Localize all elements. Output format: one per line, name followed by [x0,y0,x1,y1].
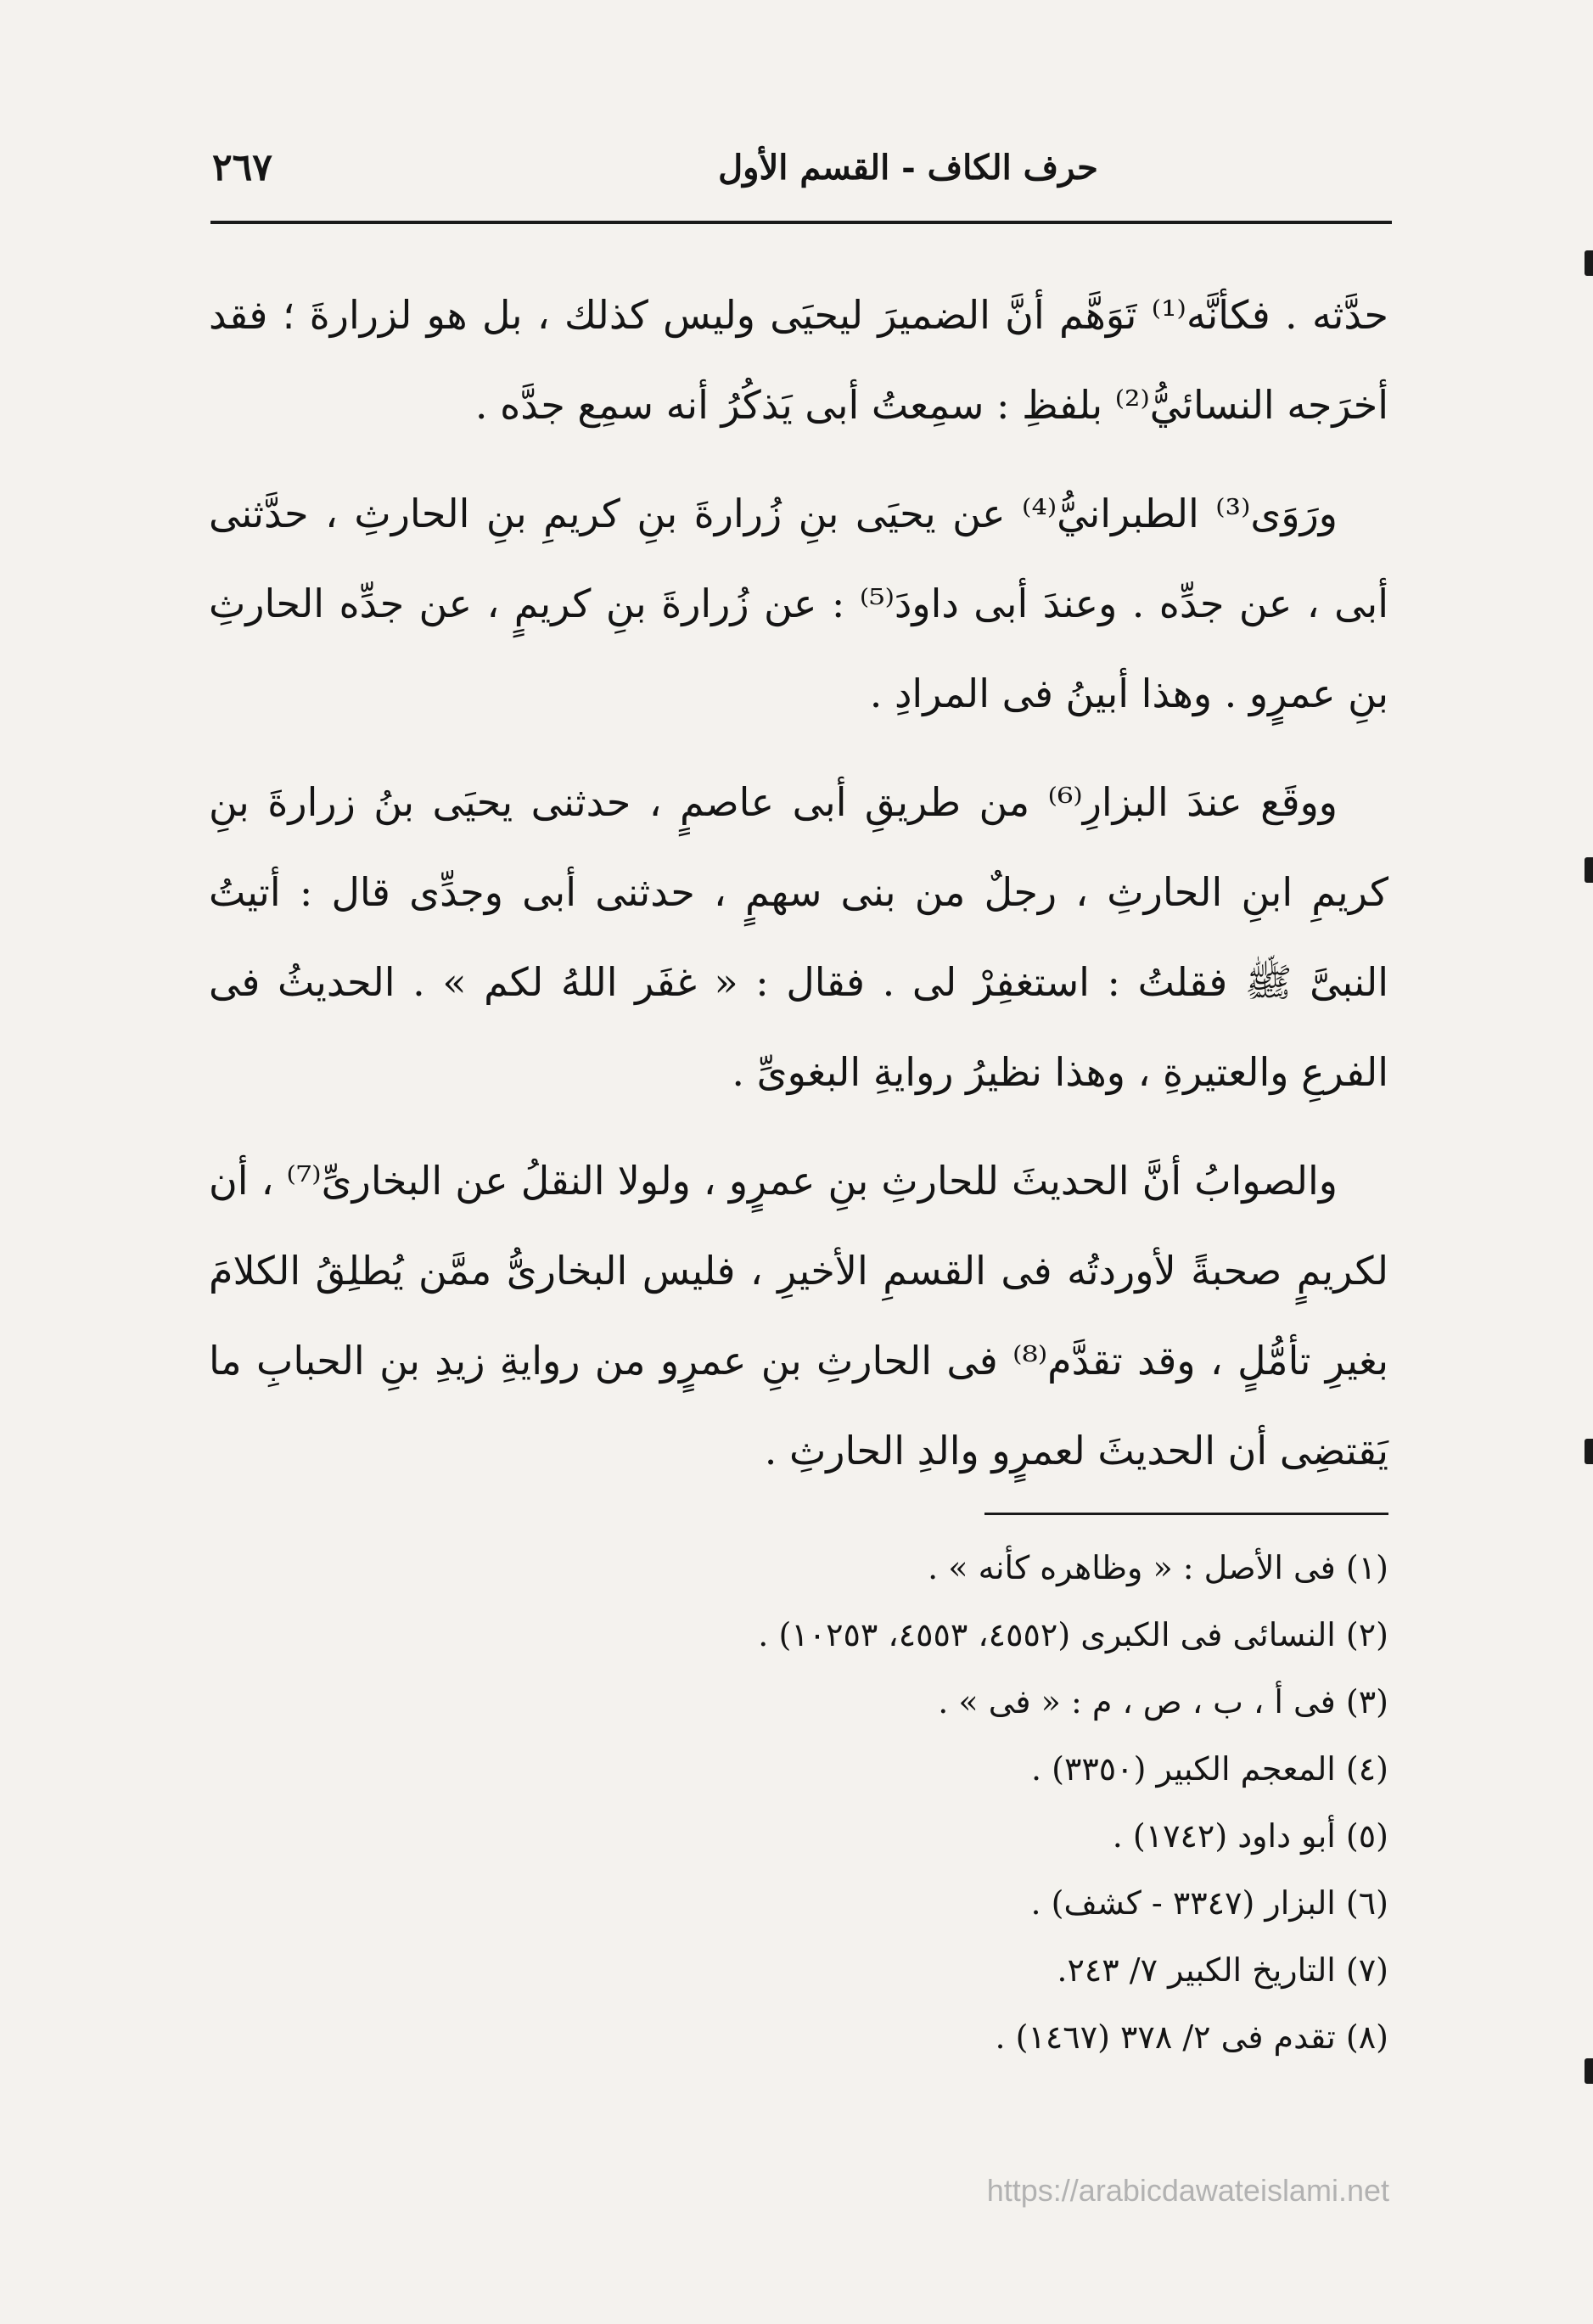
footnote-rule [984,1513,1388,1515]
footnotes-list [209,1535,1388,2071]
footnote: (٦) البزار (٣٣٤٧ - كشف) . [1030,1884,1388,1922]
paragraph: حدَّثه . فكأنَّه⁽¹⁾ تَوَهَّم أنَّ الضميرَ ليحيَى وليس كذلك ، بل هو لزرارةَ ؛ فقد أخرَجه النسائيُّ⁽²⁾ بلفظِ : سمِعتُ أبى يَذكُرُ أنه سمِع جدَّه . [209,292,1388,428]
footnote: (٢) النسائى فى الكبرى (٤٥٥٢، ٤٥٥٣، ١٠٢٥٣) . [758,1616,1388,1653]
scan-edge-mark [1585,2058,1593,2084]
main-text [209,270,1388,1514]
page-number: ٢٦٧ [212,146,272,189]
footnote: (٨) تقدم فى ٢/ ٣٧٨ (١٤٦٧) . [995,2018,1388,2056]
scan-edge-mark [1585,1439,1593,1464]
running-title: حرف الكاف - القسم الأول [718,148,1098,188]
paragraph: ورَوَى⁽³⁾ الطبرانيُّ⁽⁴⁾ عن يحيَى بنِ زُرارةَ بنِ كريمِ بنِ الحارثِ ، حدَّثنى أبى ، عن جدِّه . وعندَ أبى داودَ⁽⁵⁾ : عن زُرارةَ بنِ كريمٍ ، عن جدِّه الحارثِ بنِ عمرٍو . وهذا أبينُ فى المرادِ . [209,491,1388,716]
scan-edge-mark [1585,250,1593,276]
watermark-url: https://arabicdawateislami.net [986,2173,1389,2208]
footnote: (٤) المعجم الكبير (٣٣٥٠) . [1030,1750,1388,1788]
footnote: (٥) أبو داود (١٧٤٢) . [1112,1817,1388,1855]
footnote: (١) فى الأصل : « وظاهره كأنه » . [928,1549,1388,1586]
paragraph: ووقَع عندَ البزارِ⁽⁶⁾ من طريقِ أبى عاصمٍ ، حدثنى يحيَى بنُ زرارةَ بنِ كريمِ ابنِ الحارثِ ، رجلٌ من بنى سهمٍ ، حدثنى أبى وجدِّى قال : أتيتُ النبىَّ ﷺ فقلتُ : استغفِرْ لى . فقال : « غفَر اللهُ لكم » . الحديثُ فى الفرعِ والعتيرةِ ، وهذا نظيرُ روايةِ البغوىِّ . [209,779,1388,1095]
paragraph: والصوابُ أنَّ الحديثَ للحارثِ بنِ عمرٍو ، ولولا النقلُ عن البخارىِّ⁽⁷⁾ ، أن لكريمٍ صحبةً لأوردتُه فى القسمِ الأخيرِ ، فليس البخارىُّ ممَّن يُطلِقُ الكلامَ بغيرِ تأمُّلٍ ، وقد تقدَّم⁽⁸⁾ فى الحارثِ بنِ عمرٍو من روايةِ زيدِ بنِ الحبابِ ما يَقتضِى أن الحديثَ لعمرٍو والدِ الحارثِ . [209,1158,1389,1474]
scan-edge-mark [1585,857,1593,883]
footnote: (٣) فى أ ، ب ، ص ، م : « فى » . [938,1683,1388,1721]
page-header [212,146,1392,205]
header-rule [210,221,1392,224]
footnote: (٧) التاريخ الكبير ٧/ ٢٤٣. [1057,1951,1388,1989]
